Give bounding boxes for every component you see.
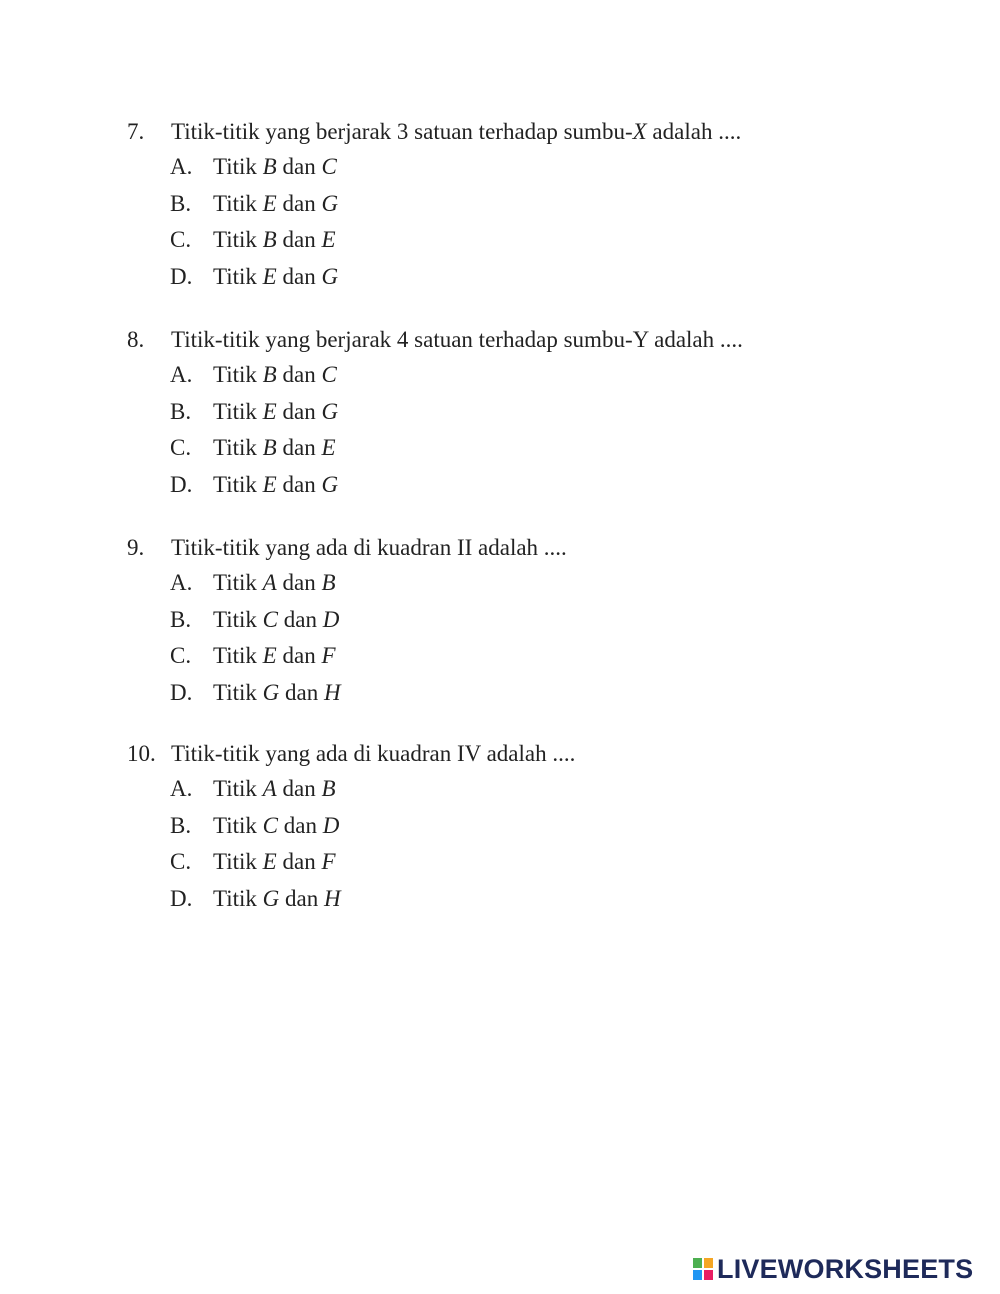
- option-letter: A.: [170, 362, 193, 387]
- question-8: [127, 323, 887, 504]
- option-a[interactable]: [127, 149, 887, 186]
- option-text: Titik B dan C: [213, 154, 337, 179]
- option-text: Titik E dan G: [213, 472, 339, 498]
- option-text: Titik B dan E: [213, 435, 336, 461]
- option-c[interactable]: [127, 844, 887, 881]
- option-letter: D.: [170, 264, 193, 290]
- option-text: Titik E dan G: [213, 398, 339, 424]
- option-b[interactable]: [127, 186, 887, 223]
- options-list: [127, 771, 887, 918]
- logo-mark-icon: [692, 1257, 714, 1281]
- question-10: [127, 737, 887, 918]
- options-list: [127, 565, 887, 712]
- option-letter: C.: [170, 849, 192, 875]
- option-d[interactable]: [127, 259, 887, 296]
- option-d[interactable]: [127, 467, 887, 504]
- question-stem: [127, 115, 887, 149]
- option-c[interactable]: [127, 222, 887, 259]
- logo-text: LIVEWORKSHEETS: [717, 1253, 974, 1284]
- logo-square-icon: [703, 1269, 714, 1281]
- question-stem: [127, 531, 887, 565]
- option-text: Titik A dan B: [213, 570, 336, 595]
- option-d[interactable]: [127, 881, 887, 918]
- option-letter: B.: [170, 398, 192, 424]
- option-letter: D.: [170, 680, 193, 706]
- option-a[interactable]: [127, 771, 887, 808]
- question-text: Titik-titik yang berjarak 4 satuan terhadap sumbu-Y adalah ....: [171, 327, 743, 352]
- option-c[interactable]: [127, 430, 887, 467]
- option-letter: C.: [170, 643, 192, 669]
- liveworksheets-logo: [692, 1252, 973, 1286]
- option-text: Titik E dan G: [213, 190, 339, 216]
- option-letter: B.: [170, 812, 192, 838]
- question-stem: [127, 737, 887, 771]
- question-text: Titik-titik yang ada di kuadran IV adalah ....: [171, 741, 576, 766]
- question-text: Titik-titik yang ada di kuadran II adalah ....: [171, 535, 567, 560]
- option-letter: D.: [170, 472, 193, 498]
- option-text: Titik C dan D: [213, 606, 340, 632]
- option-text: Titik E dan F: [213, 643, 336, 669]
- logo-square-icon: [703, 1257, 714, 1269]
- option-letter: B.: [170, 606, 192, 632]
- option-b[interactable]: [127, 808, 887, 845]
- option-letter: C.: [170, 227, 192, 253]
- option-letter: D.: [170, 886, 193, 912]
- options-list: [127, 357, 887, 504]
- option-letter: A.: [170, 570, 193, 595]
- option-letter: C.: [170, 435, 192, 461]
- question-stem: [127, 323, 887, 357]
- option-letter: A.: [170, 776, 193, 801]
- option-letter: B.: [170, 190, 192, 216]
- option-text: Titik C dan D: [213, 812, 340, 838]
- option-text: Titik G dan H: [213, 680, 341, 706]
- option-text: Titik E dan G: [213, 264, 339, 290]
- option-letter: A.: [170, 154, 193, 179]
- question-text: Titik-titik yang berjarak 3 satuan terhadap sumbu-X adalah ....: [171, 119, 742, 144]
- option-text: Titik B dan C: [213, 362, 337, 387]
- question-number: 9.: [127, 535, 145, 560]
- option-a[interactable]: [127, 565, 887, 602]
- option-text: Titik E dan F: [213, 849, 336, 875]
- options-list: [127, 149, 887, 296]
- option-b[interactable]: [127, 394, 887, 431]
- option-d[interactable]: [127, 675, 887, 712]
- option-b[interactable]: [127, 602, 887, 639]
- question-9: [127, 531, 887, 712]
- option-a[interactable]: [127, 357, 887, 394]
- logo-square-icon: [692, 1257, 703, 1269]
- question-number: 8.: [127, 327, 145, 352]
- option-text: Titik B dan E: [213, 227, 336, 253]
- question-number: 7.: [127, 119, 145, 144]
- option-text: Titik A dan B: [213, 776, 336, 801]
- option-c[interactable]: [127, 638, 887, 675]
- logo-square-icon: [692, 1269, 703, 1281]
- question-number: 10.: [127, 741, 156, 766]
- option-text: Titik G dan H: [213, 886, 341, 912]
- question-7: [127, 115, 887, 296]
